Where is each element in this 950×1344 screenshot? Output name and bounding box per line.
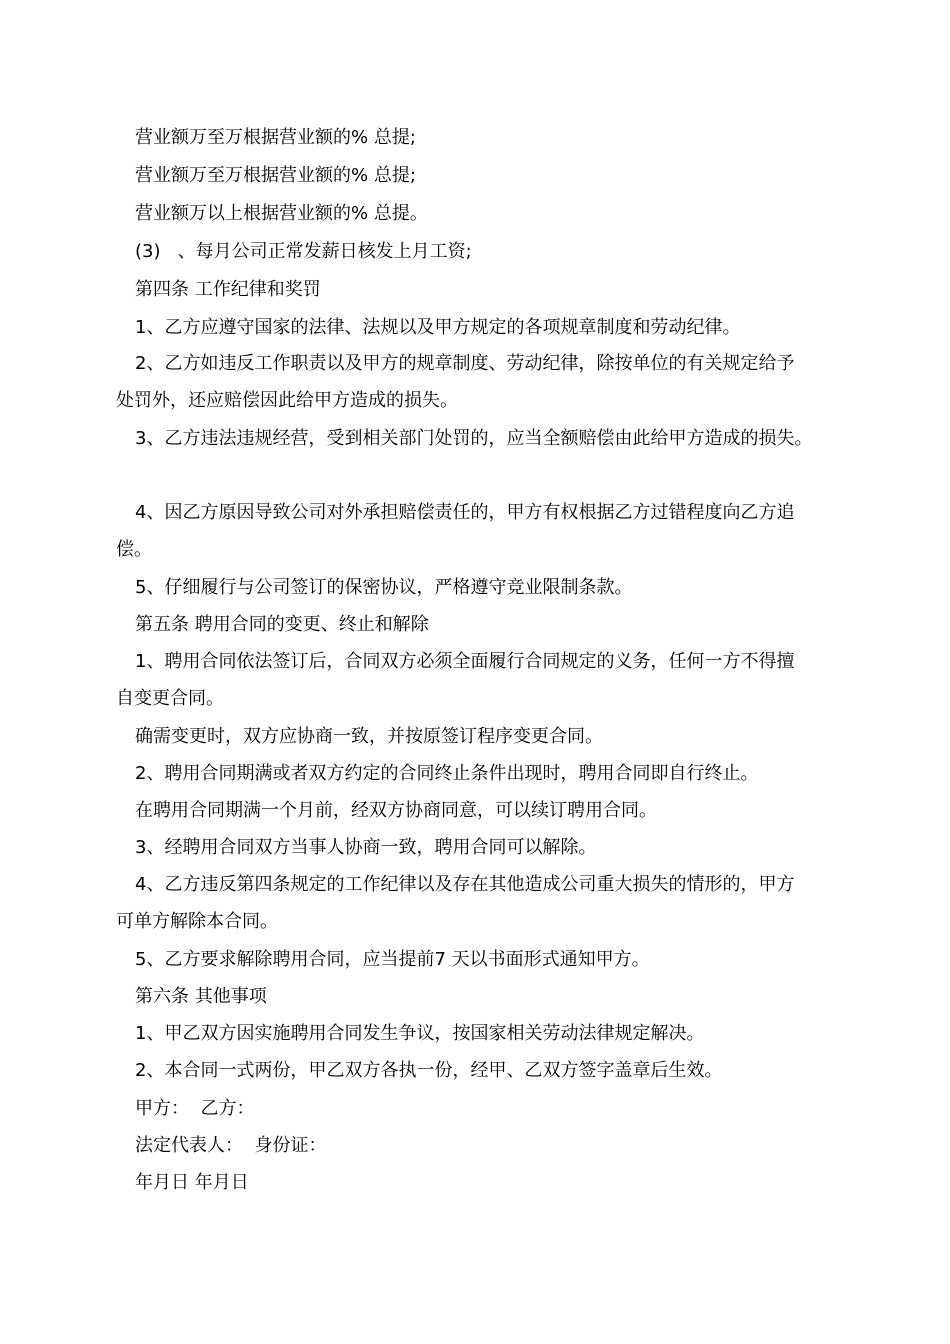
text-line: 可单方解除本合同。 xyxy=(116,911,278,932)
signature-date-line: 年月日 年月日 xyxy=(135,1172,249,1193)
text-line: 确需变更时，双方应协商一致，并按原签订程序变更合同。 xyxy=(135,726,603,747)
text-line: 3、乙方违法违规经营，受到相关部门处罚的，应当全额赔偿由此给甲方造成的损失。 xyxy=(135,428,813,449)
text-line: 2、乙方如违反工作职责以及甲方的规章制度、劳动纪律，除按单位的有关规定给予 xyxy=(135,353,795,374)
text-line: 2、聘用合同期满或者双方约定的合同终止条件出现时，聘用合同即自行终止。 xyxy=(135,763,759,784)
section-heading: 第五条 聘用合同的变更、终止和解除 xyxy=(135,614,429,635)
section-heading: 第四条 工作纪律和奖罚 xyxy=(135,279,321,300)
text-line: 3、经聘用合同双方当事人协商一致，聘用合同可以解除。 xyxy=(135,837,597,858)
text-line: 营业额万至万根据营业额的% 总提; xyxy=(135,127,416,148)
signature-representative-line: 法定代表人： 身份证： xyxy=(135,1135,327,1156)
section-heading: 第六条 其他事项 xyxy=(135,986,267,1007)
text-line: 营业额万至万根据营业额的% 总提; xyxy=(135,165,416,186)
text-line: 处罚外，还应赔偿因此给甲方造成的损失。 xyxy=(116,390,458,411)
text-line: 营业额万以上根据营业额的% 总提。 xyxy=(135,203,428,224)
text-line: 5、仔细履行与公司签订的保密协议，严格遵守竞业限制条款。 xyxy=(135,577,633,598)
text-line: 1、聘用合同依法签订后，合同双方必须全面履行合同规定的义务，任何一方不得擅 xyxy=(135,651,795,672)
text-line: 4、乙方违反第四条规定的工作纪律以及存在其他造成公司重大损失的情形的，甲方 xyxy=(135,874,795,895)
signature-party-line: 甲方： 乙方： xyxy=(135,1098,255,1119)
text-line: 1、甲乙双方因实施聘用合同发生争议，按国家相关劳动法律规定解决。 xyxy=(135,1023,705,1044)
text-line: 自变更合同。 xyxy=(116,688,224,709)
text-line: 偿。 xyxy=(116,539,152,560)
text-line: 2、本合同一式两份，甲乙双方各执一份，经甲、乙双方签字盖章后生效。 xyxy=(135,1060,723,1081)
text-line: (3) 、每月公司正常发薪日核发上月工资; xyxy=(135,241,472,262)
text-line: 1、乙方应遵守国家的法律、法规以及甲方规定的各项规章制度和劳动纪律。 xyxy=(135,317,741,338)
text-line: 4、因乙方原因导致公司对外承担赔偿责任的，甲方有权根据乙方过错程度向乙方追 xyxy=(135,502,795,523)
text-line: 5、乙方要求解除聘用合同，应当提前7 天以书面形式通知甲方。 xyxy=(135,949,650,970)
text-line: 在聘用合同期满一个月前，经双方协商同意，可以续订聘用合同。 xyxy=(135,800,657,821)
